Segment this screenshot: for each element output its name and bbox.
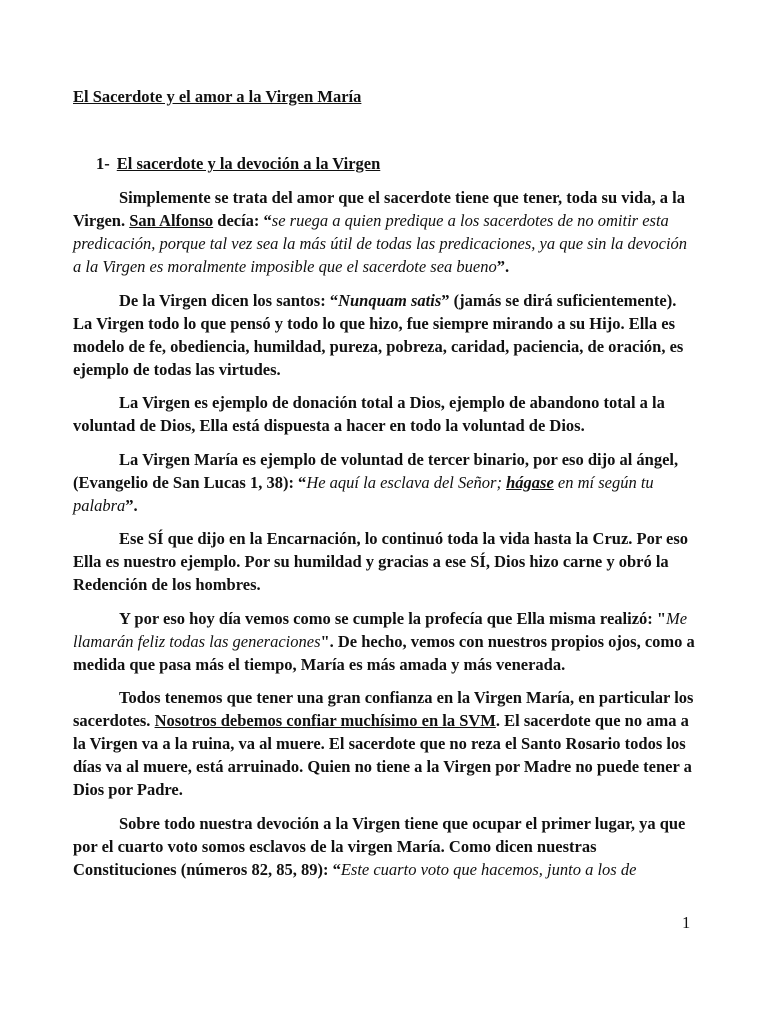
document-title: El Sacerdote y el amor a la Virgen María	[73, 87, 362, 106]
quote-italic: He aquí la esclava del Señor;	[306, 472, 507, 492]
text-run: De la Virgen dicen los santos: “	[119, 290, 339, 310]
section-heading	[96, 154, 380, 174]
quote-italic: Me llamarán feliz todas las generaciones	[73, 608, 688, 651]
document-body	[73, 186, 695, 891]
san-alfonso-reference: San Alfonso	[129, 211, 214, 230]
text-run: La Virgen es ejemplo de donación total a Dios, ejemplo de abandono total a la voluntad de Dios, Ella está dispuesta a hacer en todo la voluntad de Dios.	[73, 393, 665, 435]
section-number: 1-	[96, 154, 110, 173]
paragraph-2	[73, 289, 695, 381]
text-run: Sobre todo nuestra devoción a la Virgen	[119, 813, 405, 833]
text-run: decía: “	[213, 211, 272, 230]
hagase-emphasis: hágase	[506, 472, 554, 492]
text-run: ” (jamás se dirá suficientemente). La Virgen todo lo que pensó y todo lo que hizo, fue siempre mirando a su Hijo. Ella es modelo de fe, obediencia, humildad, pureza, pobreza, caridad, paciencia, de oración, es ejemplo de todas las virtudes.	[73, 290, 684, 379]
section-title: El sacerdote y la devoción a la Virgen	[116, 154, 381, 173]
paragraph-3	[73, 391, 695, 437]
quote-italic: Este cuarto voto que hacemos, junto a los de	[340, 859, 637, 879]
confiar-emphasis: Nosotros debemos confiar muchísimo en la SVM	[154, 711, 496, 730]
text-run: Simplemente se trata del amor que el sacerdote tiene que tener, toda su vida, a la Virgen.	[73, 188, 685, 230]
paragraph-1	[73, 186, 695, 278]
text-run: ”.	[496, 257, 510, 276]
si-emphasis: SÍ	[147, 529, 164, 548]
nunquam-satis-quote: Nunquam satis	[338, 290, 442, 310]
text-run: ”.	[125, 495, 138, 515]
page-number: 1	[682, 913, 691, 932]
text-run: Ese	[119, 529, 148, 548]
text-run: , ya que por el cuarto voto somos esclavos de la virgen María. Como dicen nuestras Constituciones (números 82, 85, 89): “	[73, 813, 686, 879]
paragraph-8	[73, 812, 695, 881]
quote-italic: se ruega a quien predique a los sacerdotes de no omitir esta predicación, porque tal vez sea la más útil de todas las predicaciones, ya que sin la devoción a la Virgen es moralmente imposible que el sacerdote sea bueno	[73, 211, 688, 276]
text-run: ". De hecho, vemos con nuestros propios ojos, como a medida que pasa más el tiempo, María es más amada y más venerada.	[73, 631, 695, 674]
primer-lugar-emphasis: tiene que ocupar el primer lugar	[404, 813, 631, 833]
paragraph-4	[73, 448, 695, 517]
paragraph-5	[73, 527, 695, 596]
text-run: Y por eso hoy día vemos como se cumple la profecía que Ella misma realizó: "	[119, 608, 667, 628]
paragraph-7	[73, 686, 695, 801]
text-run: Todos tenemos que tener una gran confianza en la Virgen María, en particular los sacerdotes.	[73, 688, 694, 730]
quote-italic: en mí según tu palabra	[73, 472, 654, 515]
text-run: La Virgen María es ejemplo de voluntad de tercer binario, por eso dijo al ángel, (Evangelio de San Lucas 1, 38): “	[73, 449, 679, 492]
text-run: . El sacerdote que no ama a la Virgen va a la ruina, va al muere. El sacerdote que no reza el Santo Rosario todos los días va al muere, está arruinado. Quien no tiene a la Virgen por Madre no puede tener a Dios por Padre.	[73, 711, 692, 799]
paragraph-6	[73, 607, 695, 676]
text-run: que dijo en la Encarnación, lo continuó toda la vida hasta la Cruz. Por eso Ella es nuestro ejemplo. Por su humildad y gracias a ese SÍ, Dios hizo carne y obró la Redención de los hombres.	[73, 529, 689, 594]
